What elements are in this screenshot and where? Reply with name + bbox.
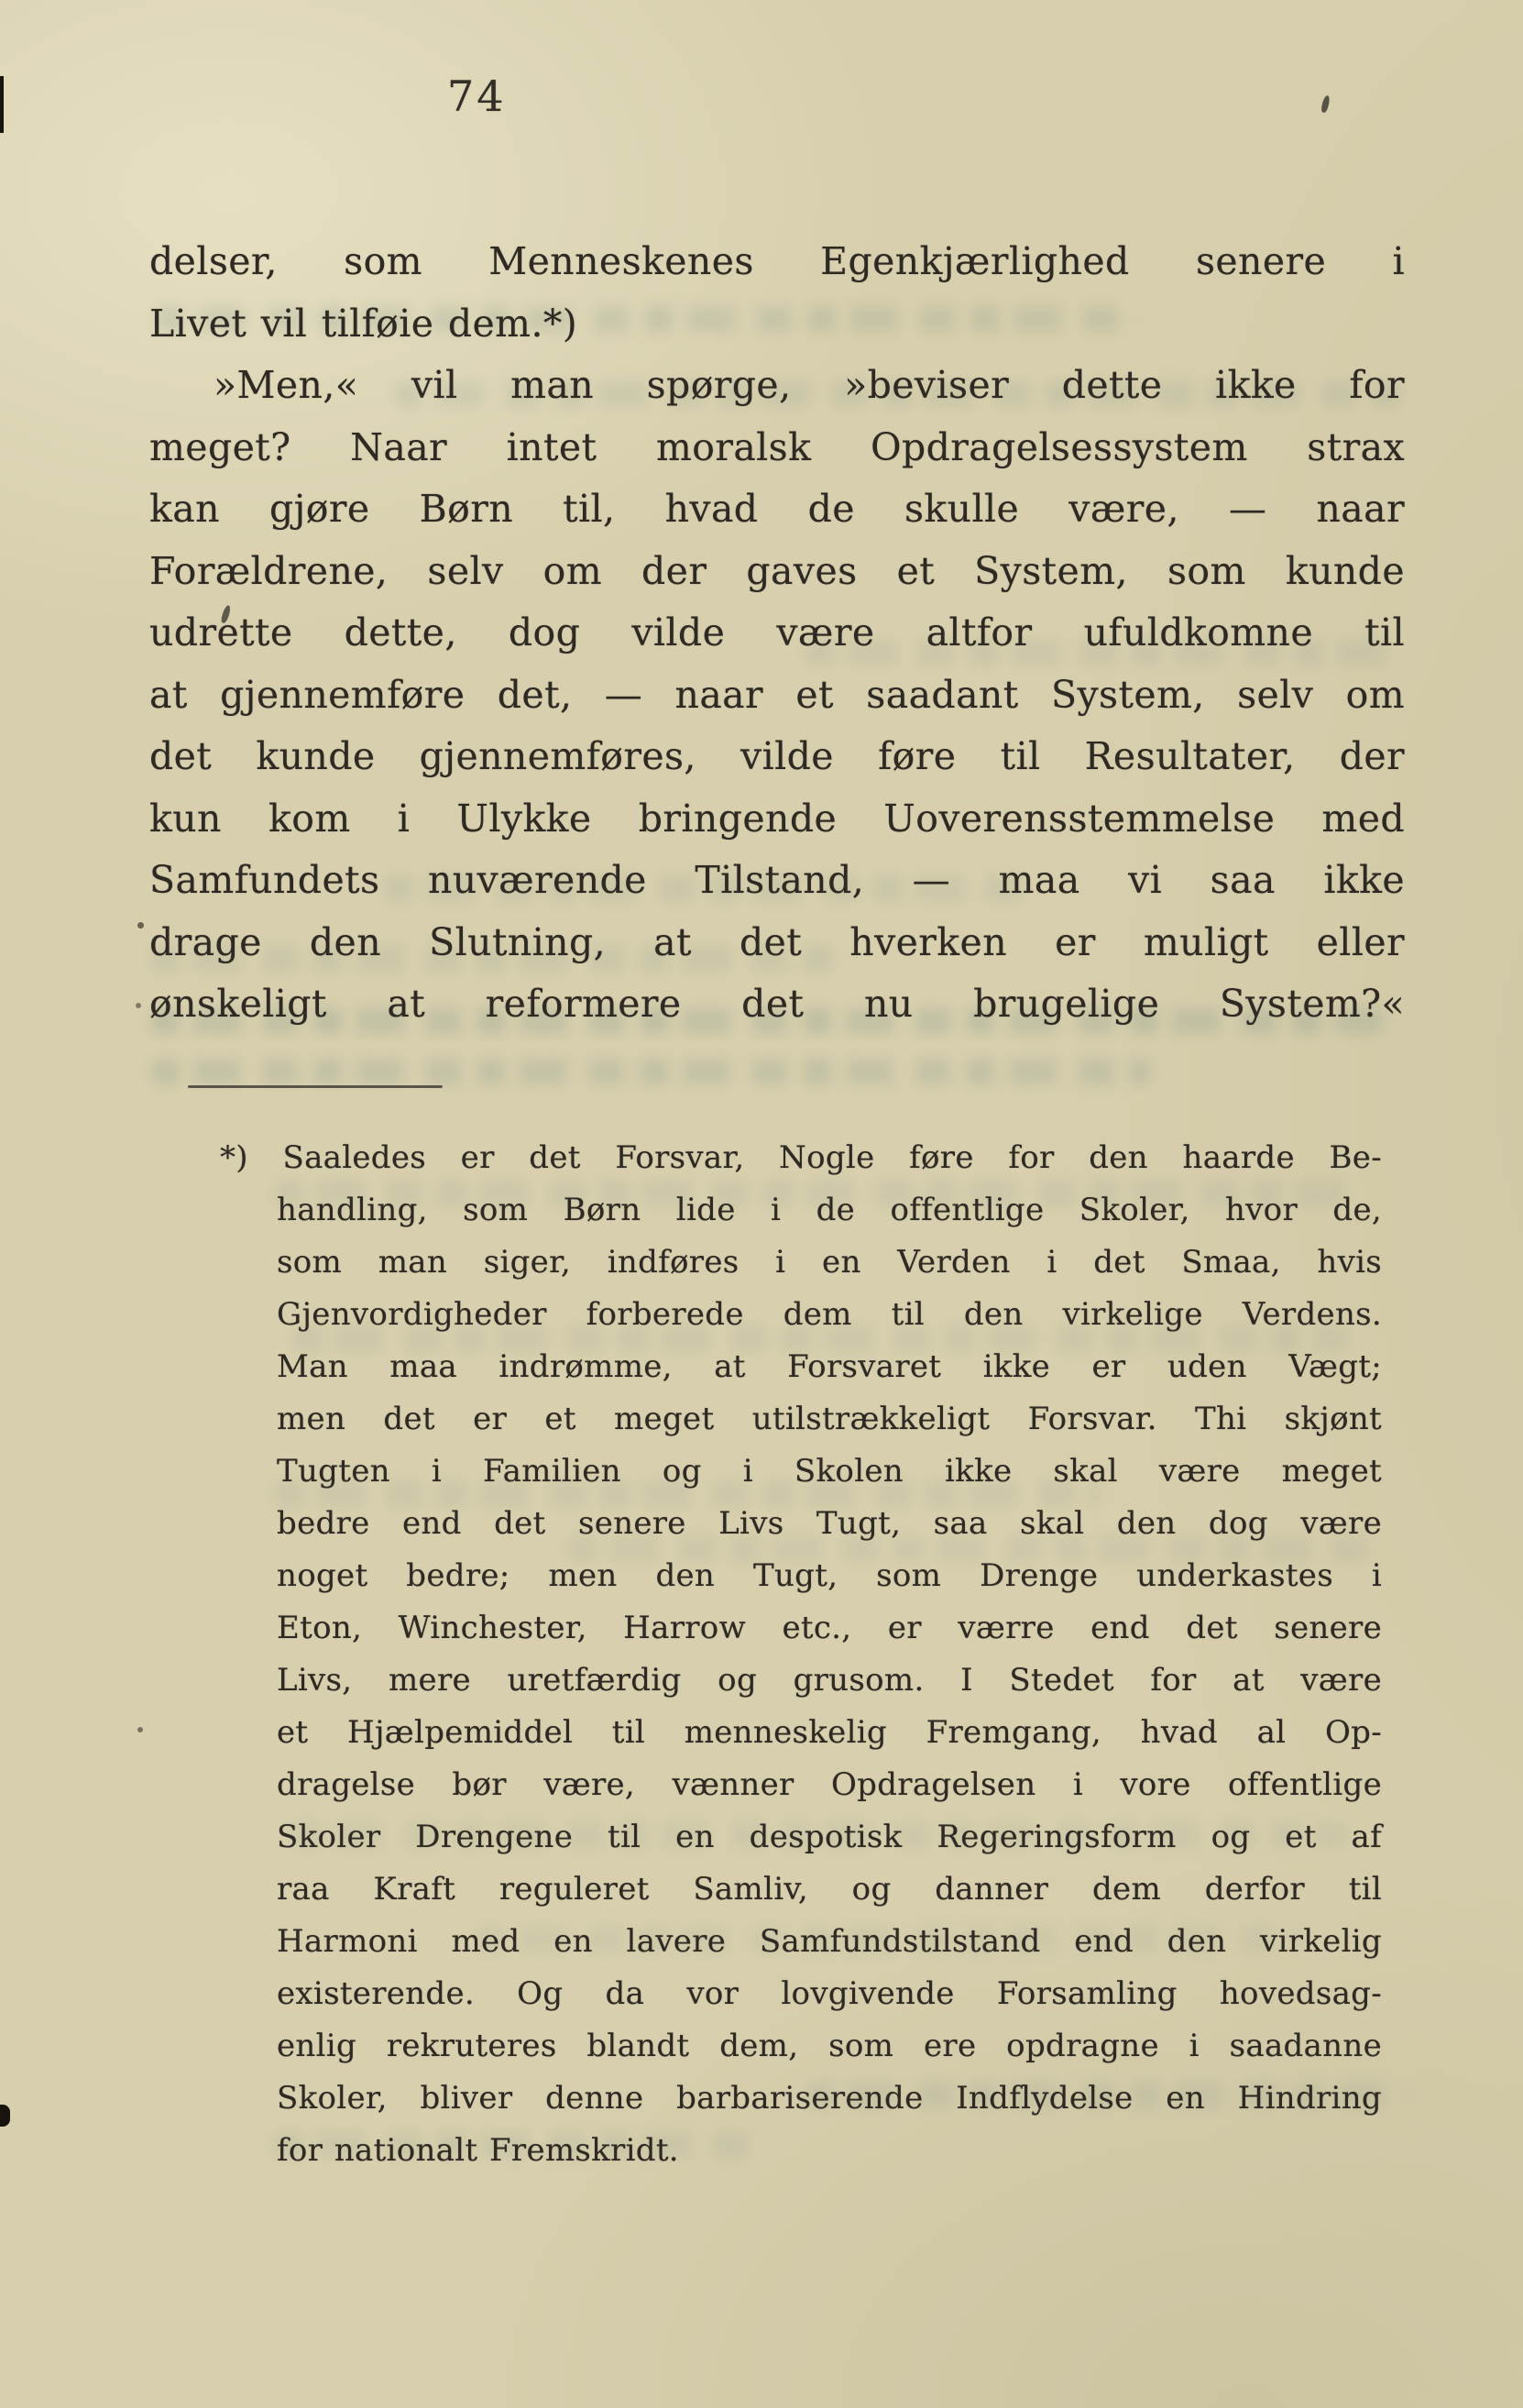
scan-edge-mark [0,2105,10,2127]
body-text-line: Samfundets nuværende Tilstand, — maa vi saa ikke [149,858,1405,902]
ink-speck [1320,94,1331,113]
footnote-line: noget bedre; men den Tugt, som Drenge underkastes i [277,1557,1382,1594]
ink-speck [137,922,144,929]
footnote-block [220,1132,1382,2177]
page-number: 74 [447,71,507,121]
footnote-marker: *) [220,1139,283,1176]
footnote-line: Skoler, bliver denne barbariserende Indflydelse en Hindring [277,2080,1382,2117]
footnote-line: handling, som Børn lide i de offentlige Skoler, hvor de, [277,1192,1382,1228]
footnote-line: Tugten i Familien og i Skolen ikke skal være meget [277,1453,1382,1490]
ink-speck [137,1727,143,1732]
footnote-line: existerende. Og da vor lovgivende Forsamling hovedsag- [277,1975,1382,2012]
ink-speck [136,1003,141,1008]
footnote-line: bedre end det senere Livs Tugt, saa skal den dog være [277,1505,1382,1542]
body-text-block [149,231,1405,1036]
body-text-line: ønskeligt at reformere det nu brugelige System?« [149,982,1405,1026]
footnote-line: raa Kraft reguleret Samliv, og danner dem derfor til [277,1871,1382,1908]
body-text-line: meget? Naar intet moralsk Opdragelsessystem strax [149,424,1405,469]
footnote-line: Gjenvordigheder forberede dem til den virkelige Verdens. [277,1296,1382,1333]
footnote-line: et Hjælpemiddel til menneskelig Fremgang, hvad al Op- [277,1714,1382,1751]
body-text-line: »Men,« vil man spørge, »beviser dette ikke for [214,363,1405,407]
footnote-line: Harmoni med en lavere Samfundstilstand end den virkelig [277,1923,1382,1960]
footnote-line: dragelse bør være, vænner Opdragelsen i vore offentlige [277,1766,1382,1803]
footnote-line: som man siger, indføres i en Verden i det Smaa, hvis [277,1244,1382,1281]
footnote-line: Man maa indrømme, at Forsvaret ikke er uden Vægt; [277,1348,1382,1385]
footnote-line [220,1132,1382,1184]
bleed-through-stripe [151,1059,1150,1084]
body-text-line: kan gjøre Børn til, hvad de skulle være, — naar [149,487,1405,531]
body-text-line: det kunde gjennemføres, vilde føre til Resultater, der [149,734,1405,778]
body-text-line: kun kom i Ulykke bringende Uoverensstemmelse med [149,796,1405,841]
scan-edge-mark [0,76,4,133]
footnote-line-text: Saaledes er det Forsvar, Nogle føre for den haarde Be- [282,1139,1382,1176]
body-text-line: Livet vil tilføie dem.*) [149,301,578,346]
body-text-line: drage den Slutning, at det hverken er muligt eller [149,919,1405,964]
footnote-line: Skoler Drengene til en despotisk Regeringsform og et af [277,1819,1382,1855]
body-text-line: udrette dette, dog vilde være altfor ufuldkomne til [149,610,1405,654]
footnote-line: men det er et meget utilstrækkeligt Forsvar. Thi skjønt [277,1401,1382,1437]
footnote-separator [188,1085,443,1088]
body-text-line: delser, som Menneskenes Egenkjærlighed senere i [149,239,1405,283]
footnote-line: for nationalt Fremskridt. [277,2132,679,2169]
body-text-line: at gjennemføre det, — naar et saadant System, selv om [149,672,1405,717]
footnote-line: Livs, mere uretfærdig og grusom. I Stedet for at være [277,1662,1382,1699]
footnote-line: enlig rekruteres blandt dem, som ere opdragne i saadanne [277,2028,1382,2064]
body-text-line: Forældrene, selv om der gaves et System, som kunde [149,548,1405,593]
footnote-line: Eton, Winchester, Harrow etc., er værre end det senere [277,1610,1382,1646]
